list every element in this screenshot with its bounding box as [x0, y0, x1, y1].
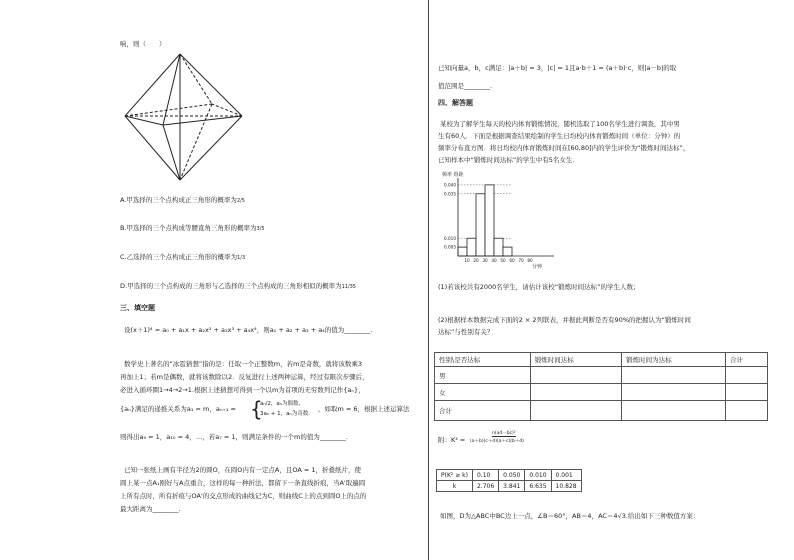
option-a: A.甲选择的三个点构成正三角形的概率为2/5	[120, 196, 245, 204]
row-label: 女	[435, 384, 531, 401]
contingency-table	[434, 352, 768, 421]
histogram-bar	[458, 247, 467, 256]
piece-even: aₙ/2，aₙ为偶数,	[260, 401, 301, 407]
table-row	[435, 367, 768, 384]
table-header-cell: 锻炼时间为达标	[622, 353, 726, 367]
fill-question-1: 设(x＋1)⁴ = a₀ + a₁x + a₂x² + a₃x³ + a₄x⁴，则a₁ + a₂ + a₃ + a₄的值为________.	[124, 326, 373, 334]
fill3-line4: 最大距离为________.	[120, 505, 181, 513]
k-cell: 2.706	[472, 481, 498, 492]
x-tick-label: 10	[464, 258, 470, 263]
table-row	[435, 401, 768, 421]
para-line3: 频率分布直方图．将日均校内体育锻炼时间在[60,80]内的学生评价为“锻炼时间达标”，	[438, 144, 690, 152]
y-tick-label: 0.005	[444, 244, 456, 250]
k-cell: k	[437, 481, 473, 492]
table-cell	[622, 401, 726, 421]
k-cell: 0.10	[472, 470, 498, 481]
k-critical-table	[436, 469, 582, 492]
formula-numerator: n(ad－bc)²	[492, 431, 516, 436]
fill2-line5: ，如取m = 6，根据上述运算法	[318, 405, 410, 413]
brace: {	[250, 397, 263, 421]
x-tick-label: 40	[491, 258, 497, 263]
fill2-line1: 数学史上著名的“冰雹猜想”指的是：任取一个正整数m，若m是奇数，就将该数乘3	[124, 360, 363, 368]
k-cell: 10.828	[551, 481, 581, 492]
k-table-header	[437, 470, 582, 481]
question-head: 响，则（ ）	[120, 40, 166, 48]
x-tick-label: 20	[473, 258, 479, 263]
x-tick-label: 70	[518, 258, 524, 263]
k-cell: P(K² ≥ k)	[437, 470, 473, 481]
k-cell: 3.841	[499, 481, 525, 492]
k-cell: 6.635	[525, 481, 551, 492]
para-line2: 生有60人．下面是根据调查结果绘制的学生日均校内体育锻炼时间（单位：分钟）的	[438, 132, 681, 140]
sub-question-1: (1)若该校共有2000名学生，请估计该校“锻炼时间达标”的学生人数；	[438, 283, 640, 291]
k-table-row	[437, 481, 582, 492]
sub-question-2-line1: (2)根据样本数据完成下面的2 × 2列联表，并据此判断是否有90%的把握认为“锻炼时间	[438, 316, 691, 324]
table-header-row	[435, 353, 768, 367]
table-cell	[530, 367, 621, 384]
table-cell	[530, 401, 621, 421]
table-cell	[622, 384, 726, 401]
table-cell	[726, 367, 768, 384]
x-tick-label: 30	[482, 258, 488, 263]
option-b: B.甲选择的三个点构成等腰直角三角形的概率为3/5	[120, 224, 265, 232]
option-c: C.乙选择的三个点构成正三角形的概率为1/3	[120, 253, 246, 261]
fill3-line1: 已知一张纸上画有半径为2的圆O，在圆O内有一定点A，且OA = 1，折叠纸片，使	[124, 466, 361, 474]
section-solve-title: 四、解答题	[438, 99, 473, 107]
histogram-chart	[420, 168, 560, 272]
histogram-bar	[476, 194, 485, 256]
table-row	[435, 384, 768, 401]
formula-label: 附：K² =	[438, 436, 466, 444]
y-axis-label: 频率 组距	[442, 172, 464, 178]
table-cell	[622, 367, 726, 384]
k-cell: 0.001	[551, 470, 581, 481]
triangle-question: 如图，D为△ABC中BC边上一点，∠B＝60°，AB＝4，AC＝4√3.给出如下三种数值方案：	[440, 512, 700, 520]
k-cell: 0.010	[525, 470, 551, 481]
table-cell	[726, 384, 768, 401]
sub-question-2-line2: 达标”与性别有关？	[438, 328, 494, 336]
fill3-line2: 圆上某一点A₁刚好与A点重合，这样的每一种折法，都留下一条直线折痕，当A'取遍圆	[120, 479, 366, 487]
x-tick-label: 60	[509, 258, 515, 263]
table-header-cell: 锻炼时间达标	[530, 353, 621, 367]
table-header-cell: 合计	[726, 353, 768, 367]
table-cell	[726, 401, 768, 421]
y-tick-label: 0.035	[444, 191, 456, 197]
vector-question: 已知向量a，b，c满足：|a＋b| = 3，|c| = 1且a·b＋1 = (a＋b)·c，则|a－b|的取	[438, 64, 677, 72]
y-tick-label: 0.010	[444, 235, 456, 241]
table-cell	[530, 384, 621, 401]
histogram-bar	[467, 238, 476, 256]
histogram-bar	[503, 247, 512, 256]
page-divider	[428, 0, 429, 560]
fill2-line6: 则得出a₉ = 1，a₁₀ = 4，…，若a₇ = 1，则满足条件的一个m的值为________.	[120, 433, 348, 441]
formula-denominator: (a＋b)(c＋d)(a＋c)(b＋d)	[470, 439, 524, 444]
fill2-line4: {aₙ}满足的递推关系为a₁ = m，aₙ₊₁ =	[120, 405, 236, 413]
x-tick-label: 50	[500, 258, 506, 263]
x-tick-label: 80	[527, 258, 533, 263]
y-tick-label: 0.040	[444, 182, 456, 188]
fill2-line2: 再加上1；若m是偶数，就将该数除以2．反复进行上述两种运算，经过有限次步骤后，	[120, 373, 369, 381]
option-d: D.甲选择的三个点构成的三角形与乙选择的三个点构成的三角形相似的概率为11/35	[120, 282, 356, 290]
octahedron-figure	[120, 52, 250, 184]
row-label: 合计	[435, 401, 531, 421]
fill3-line3: 上所有点时，所有折痕与OA'的交点形成的曲线记为C，则曲线C上的点到圆O上的点的	[120, 492, 367, 500]
x-axis-label: 分钟	[532, 264, 543, 270]
table-header-cell: 性别\是否达标	[435, 353, 531, 367]
row-label: 男	[435, 367, 531, 384]
vector-question-2: 值范围是________.	[438, 82, 493, 90]
section-fill-title: 三、填空题	[120, 304, 155, 312]
histogram-bar	[494, 238, 503, 256]
para-line1: 某校为了解学生每天的校内体育锻炼情况，随机选取了100名学生进行调查，其中男	[440, 120, 680, 128]
histogram-bar	[485, 185, 494, 256]
k-cell: 0.050	[499, 470, 525, 481]
piece-odd: 3aₙ + 1，aₙ为奇数.	[260, 411, 310, 417]
para-line4: 已知样本中“锻炼时间达标”的学生中有5名女生．	[438, 156, 579, 164]
fill2-line3: 必进入循环圈1→4→2→1.根据上述猜想可得到一个以m为首项的无穷数列记作{aₙ}，	[120, 386, 365, 394]
